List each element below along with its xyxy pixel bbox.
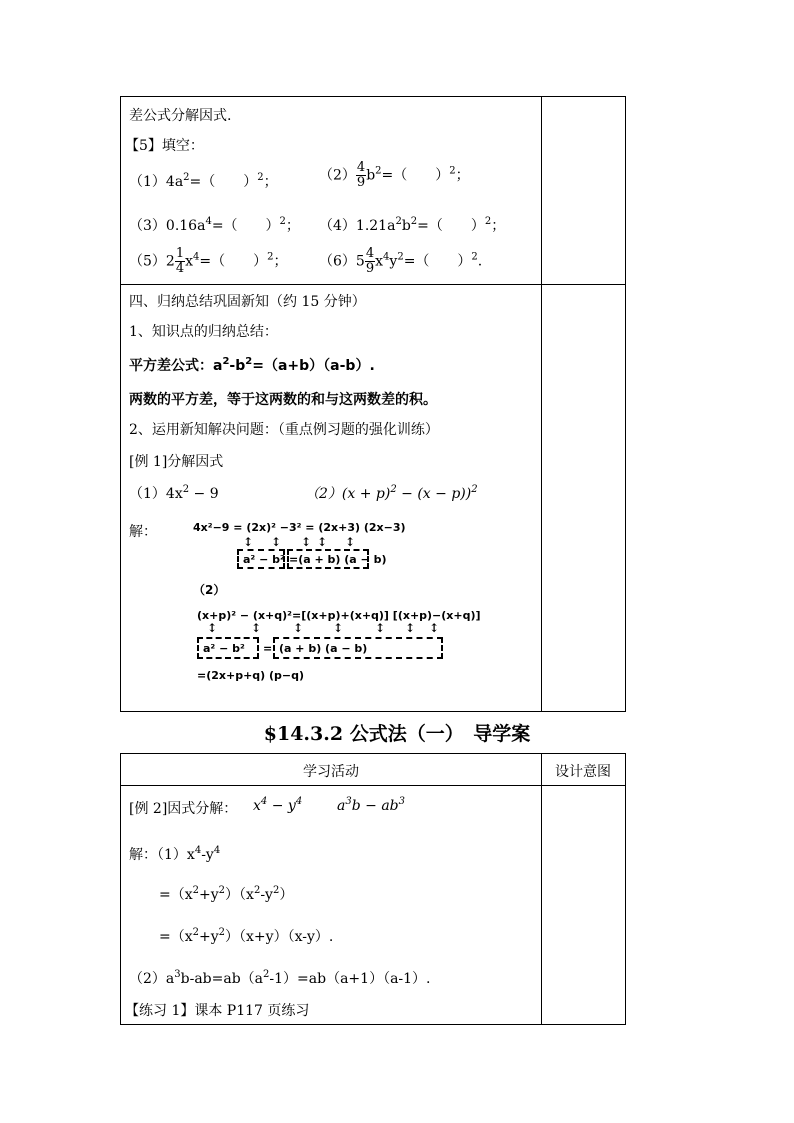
fraction: $\frac{4}{9}$ — [365, 246, 375, 276]
fill-item-4: $(4)1.21a^2b^2=$（ ）$^2$； — [319, 216, 506, 234]
hw-line-2: (x+p)² − (x+q)²=[(x+p)+(x+q)] [(x+p)−(x+q)] — [197, 609, 481, 622]
hw-line-3: =(2x+p+q) (p−q) — [197, 669, 305, 682]
hw-box-4: (a + b) (a − b) — [279, 642, 368, 655]
example-2-expr-2: $a^3b - ab^3$ — [337, 796, 406, 814]
solution-line-2: $=(x^2+y^2)(x^2-y^2)$ — [159, 885, 294, 903]
arrow-icon: ↕ — [405, 621, 416, 635]
hw-line-1: 4x²−9 = (2x)² −3² = (2x+3) (2x−3) — [193, 521, 406, 534]
arrow-icon: ↕ — [271, 535, 282, 549]
formula-line: 平方差公式：$a^2-b^2=(a+b)(a-b)$. — [129, 356, 375, 374]
fill-item-5: （5）2 $\frac{1}{4}$ $x^4=$（ ）$^2$； — [129, 246, 288, 276]
example-1-q1: $(1)4x^2 - 9$ — [129, 484, 219, 502]
arrow-icon: ↕ — [293, 621, 304, 635]
fill-item-2: （2） $\frac{4}{9}$ $b^2=$（ ）$^2$； — [319, 160, 470, 190]
example-1-q2: $(2)(x + p)^2 - (x - p))^2$ — [305, 484, 478, 502]
fraction: $\frac{1}{4}$ — [175, 246, 185, 276]
intro-text: 差公式分解因式. — [129, 108, 232, 124]
hw-box-2: =(a + b) (a − b) — [289, 553, 387, 566]
subsection-2: 2、运用新知解决问题：（重点例习题的强化训练） — [129, 422, 439, 438]
arrow-icon: ↕ — [207, 621, 218, 635]
handwritten-solution — [193, 517, 481, 687]
fill-item-6: （6）5 $\frac{4}{9}$ $x^4y^2=$（ ）$^2$. — [319, 246, 483, 276]
column-divider — [541, 285, 542, 711]
arrow-icon: ↕ — [429, 621, 440, 635]
arrow-icon: ↕ — [301, 535, 312, 549]
rule-text: 两数的平方差，等于这两数的和与这两数差的积。 — [129, 392, 437, 408]
hw-box-1: a² − b² — [243, 553, 285, 566]
fill-item-1: $(1)4a^2=$（ ）$^2$； — [129, 172, 278, 190]
example-2-label: [例 2]因式分解： — [129, 801, 238, 817]
column-divider — [541, 786, 542, 1024]
practice-1: 【练习 1】课本 P117 页练习 — [125, 1003, 310, 1019]
top-table — [120, 96, 626, 712]
fill-item-3: $(3)0.16a^4=$（ ）$^2$； — [129, 216, 300, 234]
header-row — [121, 754, 625, 786]
hw-part-2: （2） — [193, 583, 226, 597]
learning-activity-header: 学习活动 — [303, 764, 359, 780]
example-1-label: [例 1]分解因式 — [129, 454, 224, 470]
arrow-icon: ↕ — [333, 621, 344, 635]
hw-box-3: a² − b² — [203, 642, 245, 655]
summary-row — [121, 285, 625, 711]
exercise-5-label: 【5】填空： — [125, 138, 204, 154]
section-4-heading: 四、归纳总结巩固新知（约 15 分钟） — [129, 294, 366, 310]
design-intent-header: 设计意图 — [555, 764, 611, 780]
solution-line-3: $=(x^2+y^2)(x+y)(x-y)$. — [159, 927, 334, 945]
example-2-row — [121, 786, 625, 1024]
page-title: $14.3.2 公式法（一） 导学案 — [263, 723, 531, 745]
arrow-icon: ↕ — [317, 535, 328, 549]
bottom-table — [120, 753, 626, 1025]
arrow-icon: ↕ — [345, 535, 356, 549]
fraction: $\frac{4}{9}$ — [356, 160, 366, 190]
arrow-icon: ↕ — [251, 621, 262, 635]
arrow-icon: ↕ — [243, 535, 254, 549]
fill-blank-row — [121, 97, 625, 285]
solution-line-1: 解：$(1)x^4-y^4$ — [129, 845, 221, 863]
example-2-expr-1: $x^4 - y^4$ — [253, 796, 303, 814]
arrow-icon: ↕ — [375, 621, 386, 635]
hw-equals: = — [263, 642, 273, 655]
column-divider — [541, 97, 542, 284]
solution-part-2: $(2)a^3b-ab=ab(a^2-1)=ab(a+1)(a-1)$. — [129, 969, 431, 987]
solution-label: 解： — [129, 524, 157, 540]
subsection-1: 1、知识点的归纳总结： — [129, 324, 278, 340]
